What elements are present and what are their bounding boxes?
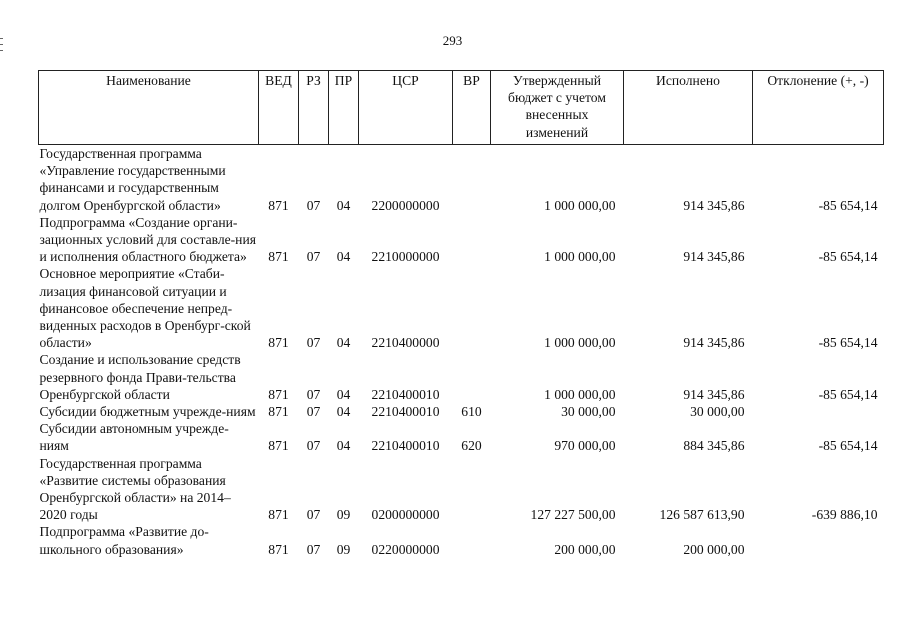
cell-pr: 09: [336, 507, 351, 523]
cell-name: Субсидии автономным учрежде-ниям: [39, 421, 229, 454]
cell-csr: 0220000000: [371, 541, 440, 557]
table-row: [39, 214, 884, 266]
cell-rz: 07: [306, 404, 321, 420]
cell-deviation: [753, 403, 884, 420]
table-row: [39, 265, 884, 351]
cell-ved: 871: [268, 335, 289, 351]
cell-csr: 2210000000: [371, 249, 440, 265]
cell-rz: 07: [306, 197, 321, 213]
cell-executed: 884 345,86: [683, 438, 745, 454]
cell-deviation: [753, 523, 884, 557]
margin-mark: [0, 50, 3, 51]
cell-name: Подпрограмма «Создание органи-зационных условий для составле-ния и исполнения областного бюджета»: [39, 214, 256, 265]
table-row: [39, 351, 884, 403]
cell-rz: 07: [306, 507, 321, 523]
cell-ved: 871: [268, 386, 289, 402]
table-row: [39, 403, 884, 420]
cell-vr: [453, 214, 491, 266]
cell-approved: 970 000,00: [554, 438, 616, 454]
table-row: [39, 523, 884, 557]
cell-deviation: -85 654,14: [818, 197, 878, 213]
cell-name: Субсидии бюджетным учрежде-ниям: [39, 404, 256, 420]
page-number: 293: [442, 33, 463, 48]
cell-ved: 871: [268, 438, 289, 454]
cell-executed: 914 345,86: [683, 249, 745, 265]
cell-name: Государственная программа «Развитие системы образования Оренбургской области» на 2014–2020 годы: [39, 455, 231, 523]
header-deviation: Отклонение (+, -): [753, 71, 884, 145]
cell-rz: 07: [306, 386, 321, 402]
cell-executed: 914 345,86: [683, 386, 745, 402]
cell-vr: [453, 145, 491, 214]
cell-name: Создание и использование средств резервного фонда Прави-тельства Оренбургской области: [39, 352, 241, 402]
cell-csr: 2210400010: [371, 386, 440, 402]
cell-rz: 07: [306, 541, 321, 557]
cell-pr: 04: [336, 438, 351, 454]
cell-approved: 1 000 000,00: [544, 197, 616, 213]
cell-ved: 871: [268, 197, 289, 213]
header-name: Наименование: [39, 71, 259, 145]
table-header-row: [39, 71, 884, 145]
cell-name: Основное мероприятие «Стаби-лизация финансовой ситуации и финансовое обеспечение непред-виденных расходов в Оренбург-ской области»: [39, 266, 251, 351]
cell-pr: 04: [336, 249, 351, 265]
cell-csr: 2210400010: [371, 438, 440, 454]
cell-approved: 127 227 500,00: [530, 507, 616, 523]
cell-ved: 871: [268, 404, 289, 420]
cell-rz: 07: [306, 335, 321, 351]
header-csr: ЦСР: [359, 71, 453, 145]
cell-deviation: -85 654,14: [818, 438, 878, 454]
cell-vr: [453, 265, 491, 351]
cell-executed: 200 000,00: [683, 541, 745, 557]
cell-deviation: -85 654,14: [818, 335, 878, 351]
margin-mark: [0, 44, 3, 45]
cell-executed: 914 345,86: [683, 335, 745, 351]
cell-vr: 620: [461, 438, 482, 454]
cell-rz: 07: [306, 438, 321, 454]
cell-name: Государственная программа «Управление государственными финансами и государственным долгом Оренбургской области»: [39, 146, 226, 213]
cell-vr: [453, 351, 491, 403]
cell-csr: 2210400010: [371, 404, 440, 420]
table-row: [39, 420, 884, 454]
cell-executed: 914 345,86: [683, 197, 745, 213]
table-row: [39, 455, 884, 524]
cell-ved: 871: [268, 507, 289, 523]
cell-pr: 04: [336, 386, 351, 402]
header-executed: Исполнено: [624, 71, 753, 145]
header-approved: Утвержденный бюджет с учетом внесенных изменений: [491, 71, 624, 145]
cell-csr: 2200000000: [371, 197, 440, 213]
cell-executed: 30 000,00: [690, 404, 745, 420]
cell-csr: 0200000000: [371, 507, 440, 523]
cell-approved: 30 000,00: [561, 404, 616, 420]
cell-csr: 2210400000: [371, 335, 440, 351]
header-rz: РЗ: [299, 71, 329, 145]
cell-deviation: -85 654,14: [818, 386, 878, 402]
cell-ved: 871: [268, 249, 289, 265]
cell-deviation: -85 654,14: [818, 249, 878, 265]
cell-vr: [453, 455, 491, 524]
header-pr: ПР: [329, 71, 359, 145]
cell-vr: 610: [461, 404, 482, 420]
cell-rz: 07: [306, 249, 321, 265]
table-row: [39, 145, 884, 214]
cell-vr: [453, 523, 491, 557]
header-vr: ВР: [453, 71, 491, 145]
cell-pr: 04: [336, 335, 351, 351]
cell-pr: 04: [336, 404, 351, 420]
cell-approved: 1 000 000,00: [544, 386, 616, 402]
cell-ved: 871: [268, 541, 289, 557]
cell-approved: 1 000 000,00: [544, 249, 616, 265]
cell-deviation: -639 886,10: [811, 507, 878, 523]
header-ved: ВЕД: [259, 71, 299, 145]
cell-name: Подпрограмма «Развитие до-школьного образования»: [39, 524, 209, 557]
cell-pr: 04: [336, 197, 351, 213]
budget-table: [38, 70, 884, 558]
margin-mark: [0, 38, 3, 39]
cell-approved: 200 000,00: [554, 541, 616, 557]
cell-executed: 126 587 613,90: [659, 507, 745, 523]
cell-approved: 1 000 000,00: [544, 335, 616, 351]
cell-pr: 09: [336, 541, 351, 557]
